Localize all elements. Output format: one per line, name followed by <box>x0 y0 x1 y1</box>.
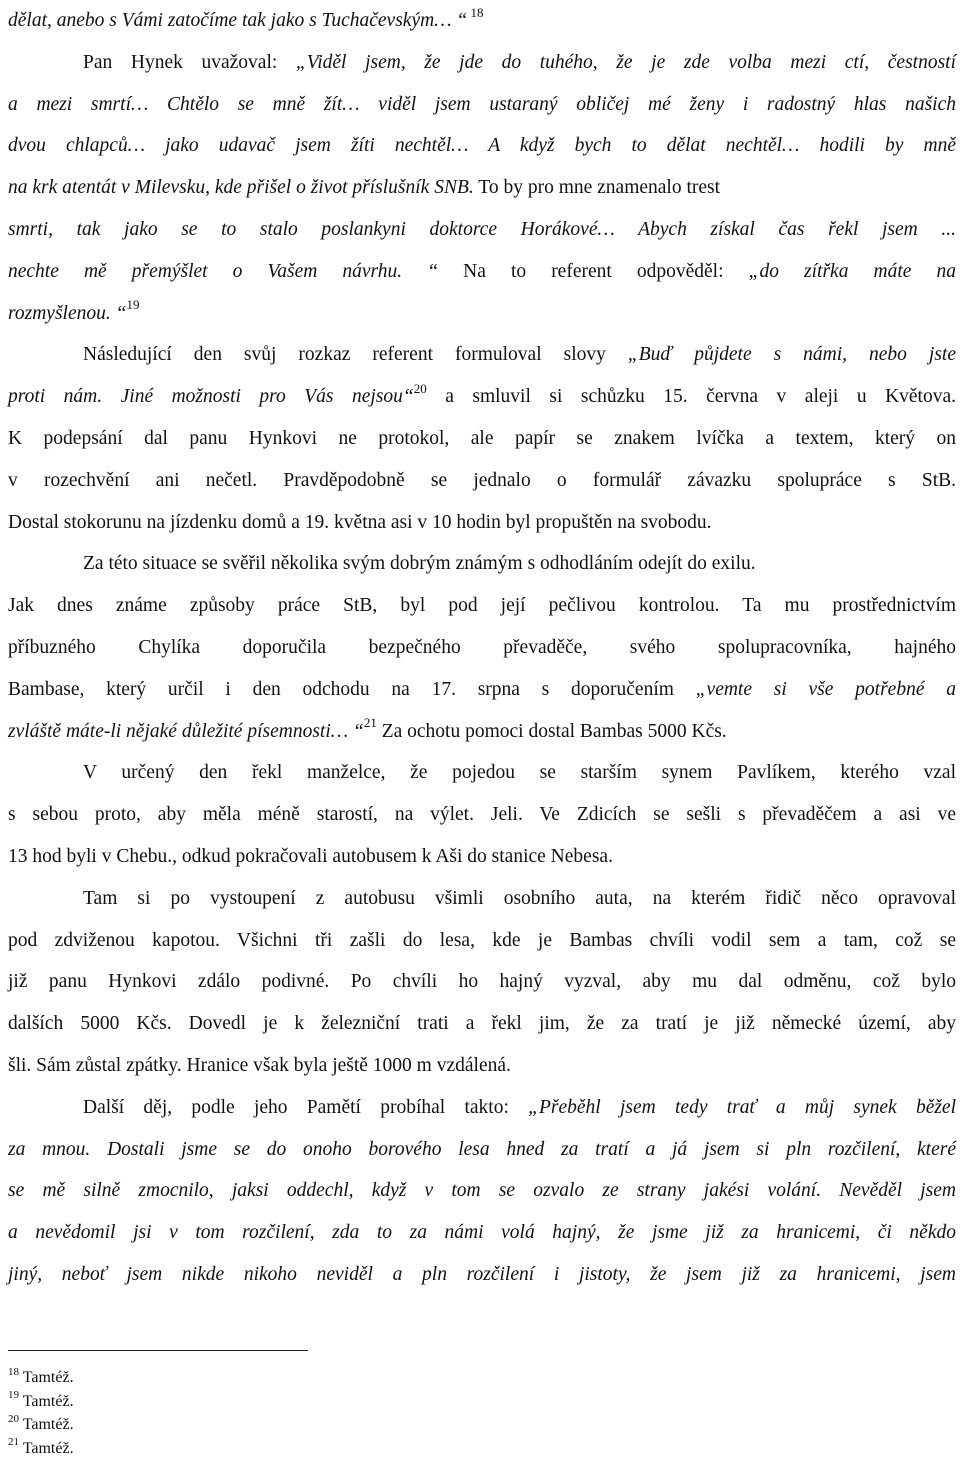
text-segment: dělat, anebo s Vámi zatočíme tak jako s Tuchačevským… “ <box>8 10 468 31</box>
text-segment: s sebou proto, aby měla méně starostí, na výlet. Jeli. Ve Zdicích se sešli s převaděčem a asi ve <box>8 804 956 826</box>
text-line <box>8 585 956 627</box>
text-line <box>8 627 956 669</box>
text-line <box>8 460 956 502</box>
text-line <box>8 878 956 920</box>
text-line <box>8 1212 956 1254</box>
text-segment: Dostal stokorunu na jízdenku domů a 19. května asi v 10 hodin byl propuštěn na svobodu. <box>8 511 712 533</box>
text-segment: zvláště máte-li nějaké důležité písemnosti… “ <box>8 720 364 742</box>
footnote-text: Tamtéž. <box>19 1392 74 1410</box>
text-segment: na krk atentát v Milevsku, kde přišel o život příslušník SNB. <box>8 177 474 199</box>
footnote <box>8 1413 74 1437</box>
text-segment: dalších 5000 Kčs. Dovedl je k železniční trati a řekl jim, že za tratí je již německé území, aby <box>8 1013 956 1035</box>
text-line <box>8 669 956 711</box>
text-segment: Za této situace se svěřil několika svým dobrým známým s odhodláním odejít do exilu. <box>83 553 756 575</box>
text-segment: Tam si po vystoupení z autobusu všimli osobního auta, na kterém řidič něco opravoval <box>83 887 956 909</box>
text-line <box>8 502 956 544</box>
text-segment: „Buď půjdete s námi, nebo jste <box>627 344 956 366</box>
text-segment: Pan Hynek uvažoval: <box>83 51 296 73</box>
text-segment: nechte mě přemýšlet o Vašem návrhu. “ <box>8 260 439 282</box>
text-segment: se mě silně zmocnilo, jaksi oddechl, když v tom se ozvalo ze strany jakési volání. Nevěděl jsem <box>8 1180 956 1202</box>
footnote-ref: 18 <box>467 4 484 20</box>
text-segment: „vemte si vše potřebné a <box>695 678 956 700</box>
text-segment: proti nám. Jiné možnosti pro Vás nejsou“ <box>8 386 414 408</box>
text-segment: jiný, neboť jsem nikde nikoho neviděl a pln rozčilení i jistoty, že jsem již za hranicemi, jsem <box>8 1263 956 1285</box>
text-segment: dvou chlapců… jako udavač jsem žíti nechtěl… A když bych to dělat nechtěl… hodili by mně <box>8 135 956 157</box>
text-segment: příbuzného Chylíka doporučila bezpečného převaděče, svého spolupracovníka, hajného <box>8 636 956 658</box>
footnote-text: Tamtéž. <box>19 1416 74 1433</box>
footnote-text: Tamtéž. <box>19 1439 74 1457</box>
footnote <box>8 1390 74 1414</box>
text-line <box>8 1129 956 1171</box>
text-line <box>8 836 956 878</box>
text-segment: „Přeběhl jsem tedy trať a můj synek běžel <box>528 1096 957 1118</box>
text-segment: Další děj, podle jeho Pamětí probíhal takto: <box>83 1096 529 1118</box>
text-segment: K podepsání dal panu Hynkovi ne protokol, ale papír se znakem lvíčka a textem, který on <box>8 427 956 449</box>
text-segment: Na to referent odpověděl: <box>438 260 749 282</box>
footnote <box>8 1366 74 1390</box>
footnote-ref: 21 <box>363 715 377 731</box>
footnote <box>8 1437 74 1461</box>
text-line <box>8 752 956 794</box>
footnote-divider <box>8 1350 308 1351</box>
text-line <box>8 1003 956 1045</box>
text-line <box>8 251 956 293</box>
text-segment: a nevědomil jsi v tom rozčilení, zda to za námi volá hajný, že jsme již za hranicemi, či někdo <box>8 1222 956 1244</box>
text-segment: rozmyšlenou. “ <box>8 302 127 324</box>
footnote-ref: 19 <box>126 297 140 313</box>
footnotes <box>8 1366 74 1460</box>
text-segment: Jak dnes známe způsoby práce StB, byl pod její pečlivou kontrolou. Ta mu prostřednictvím <box>8 595 956 617</box>
text-segment: „do zítřka máte na <box>748 260 956 282</box>
text-line <box>8 1087 956 1129</box>
text-segment: v rozechvění ani nečetl. Pravděpodobně se jednalo o formulář závazku spolupráce s StB. <box>8 469 956 491</box>
text-line <box>8 961 956 1003</box>
text-line <box>8 84 956 126</box>
text-segment: šli. Sám zůstal zpátky. Hranice však byla ještě 1000 m vzdálená. <box>8 1054 511 1076</box>
text-line <box>8 1045 956 1087</box>
text-line <box>8 125 956 167</box>
text-segment: Následující den svůj rozkaz referent formuloval slovy <box>83 344 628 366</box>
text-line <box>8 543 956 585</box>
text-line <box>8 794 956 836</box>
text-line <box>8 0 956 42</box>
text-line <box>8 376 956 418</box>
text-segment: již panu Hynkovi zdálo podivné. Po chvíli ho hajný vyzval, aby mu dal odměnu, což bylo <box>8 971 956 993</box>
text-line <box>8 209 956 251</box>
text-line <box>8 418 956 460</box>
text-segment: 13 hod byli v Chebu., odkud pokračovali autobusem k Aši do stanice Nebesa. <box>8 845 613 867</box>
page-body <box>8 0 956 1296</box>
text-segment: a smluvil si schůzku 15. června v aleji u Květova. <box>426 386 957 408</box>
footnote-number: 20 <box>8 1412 19 1425</box>
text-line <box>8 920 956 962</box>
text-segment: Bambase, který určil i den odchodu na 17. srpna s doporučením <box>8 678 696 700</box>
text-segment: za mnou. Dostali jsme se do onoho borového lesa hned za tratí a já jsem si pln rozčilení, které <box>8 1138 956 1160</box>
text-line <box>8 42 956 84</box>
footnote-number: 18 <box>8 1365 19 1378</box>
text-segment: pod zdviženou kapotou. Všichni tři zašli do lesa, kde je Bambas chvíli vodil sem a tam, což se <box>8 929 956 951</box>
footnote-text: Tamtéž. <box>19 1369 74 1386</box>
text-line <box>8 711 956 753</box>
text-segment: V určený den řekl manželce, že pojedou se starším synem Pavlíkem, kterého vzal <box>83 762 956 784</box>
footnote-ref: 20 <box>413 380 427 396</box>
text-line <box>8 1254 956 1296</box>
text-segment: „Viděl jsem, že jde do tuhého, že je zde volba mezi ctí, čestností <box>295 51 956 73</box>
text-line <box>8 1170 956 1212</box>
footnote-number: 21 <box>8 1436 19 1449</box>
text-segment: Za ochotu pomoci dostal Bambas 5000 Kčs. <box>376 720 727 742</box>
text-segment: smrti, tak jako se to stalo poslankyni doktorce Horákové… Abych získal čas řekl jsem ... <box>8 218 956 240</box>
text-segment: a mezi smrtí… Chtělo se mně žít… viděl jsem ustaraný obličej mé ženy i radostný hlas našich <box>8 93 956 115</box>
text-line <box>8 167 956 209</box>
text-line <box>8 334 956 376</box>
footnote-number: 19 <box>8 1389 19 1402</box>
text-segment: To by pro mne znamenalo trest <box>473 177 721 199</box>
text-line <box>8 293 956 335</box>
